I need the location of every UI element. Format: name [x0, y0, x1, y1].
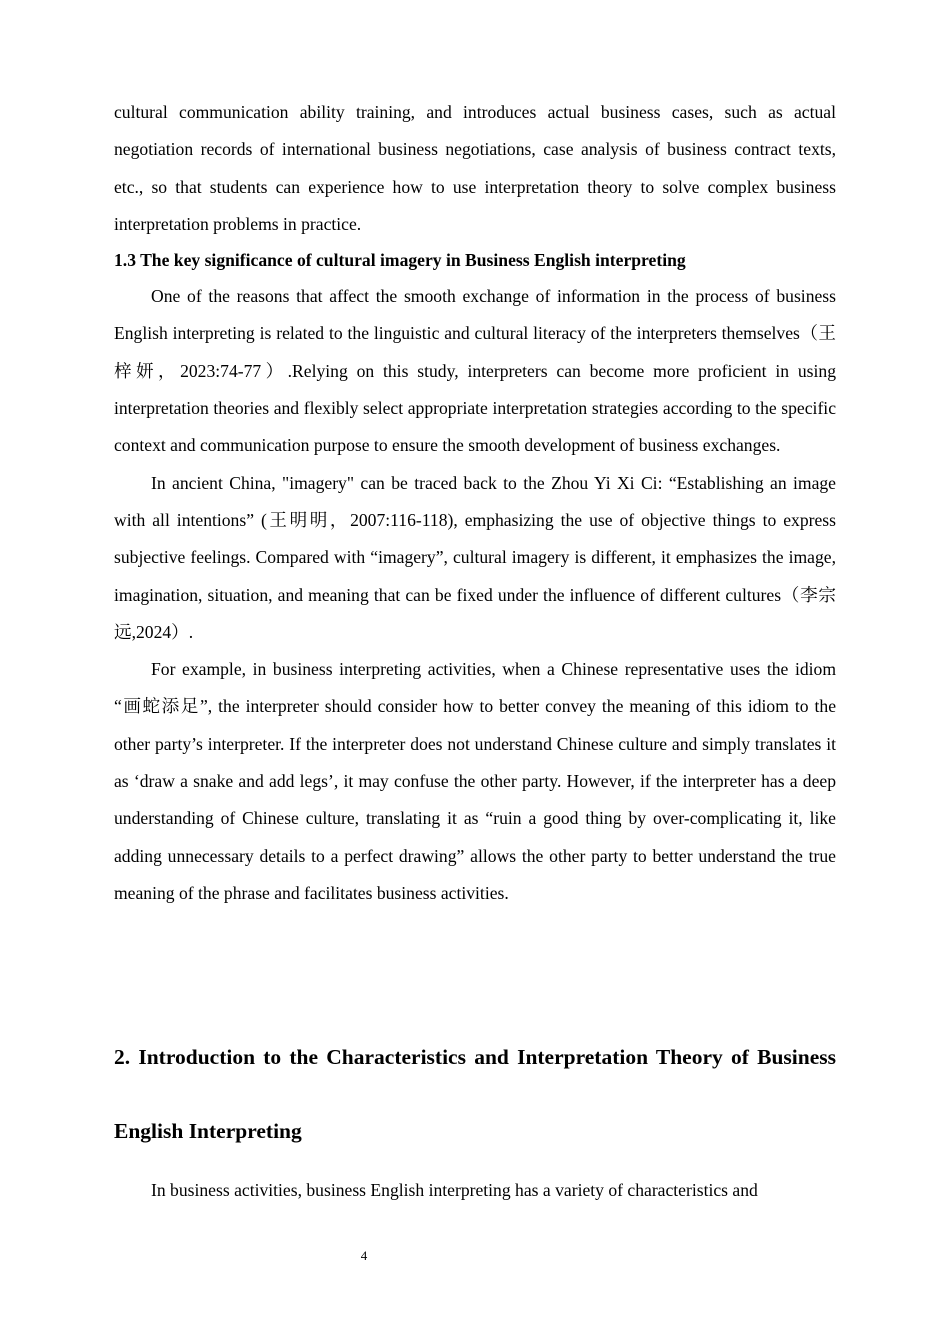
page-number: 4 — [360, 1248, 368, 1263]
body-paragraph-3: In ancient China, "imagery" can be traced back to the Zhou Yi Xi Ci: “Establishing an image with all intentions” (王明明，2007:116-118), emphasizing the use of objective things to express subjective feelings. Compared with “imagery”, cultural imagery is different, it emphasizes the image, imagination, situation, and meaning that can be fixed under the influence of different cultures（李宗远,2024）. — [114, 472, 836, 642]
body-paragraph-2: One of the reasons that affect the smooth exchange of information in the process of business English interpreting is related to the linguistic and cultural literacy of the interpreters themselves（王梓妍，2023:74-77）.Relying on this study, interpreters can become more proficient in using interpretation theories and flexibly select appropriate interpretation strategies according to the specific context and communication purpose to ensure the smooth development of business exchanges. — [114, 286, 836, 456]
section-1-3-heading: 1.3 The key significance of cultural imagery in Business English interpreting — [114, 250, 686, 271]
section-spacer — [114, 912, 836, 1020]
body-paragraph-5: In business activities, business English interpreting has a variety of characteristics and — [151, 1180, 758, 1201]
body-paragraph-4: For example, in business interpreting activities, when a Chinese representative uses the idiom “画蛇添足”, the interpreter should consider how to better convey the meaning of this idiom to the other party’s interpreter. If the interpreter does not understand Chinese culture and simply translates it as ‘draw a snake and add legs’, it may confuse the other party. However, if the interpreter has a deep understanding of Chinese culture, translating it as “ruin a good thing by over-complicating it, like adding unnecessary details to a perfect drawing” allows the other party to better understand the true meaning of the phrase and facilitates business activities. — [114, 659, 836, 903]
body-paragraph-1: cultural communication ability training, and introduces actual business cases, such as actual negotiation records of international business negotiations, case analysis of business contract texts, etc., so that students can experience how to use interpretation theory to solve complex business interpretation problems in practice. — [114, 102, 836, 234]
document-page — [114, 94, 836, 1210]
section-2-heading: 2. Introduction to the Characteristics and Interpretation Theory of Business English Interpreting — [114, 1045, 836, 1144]
